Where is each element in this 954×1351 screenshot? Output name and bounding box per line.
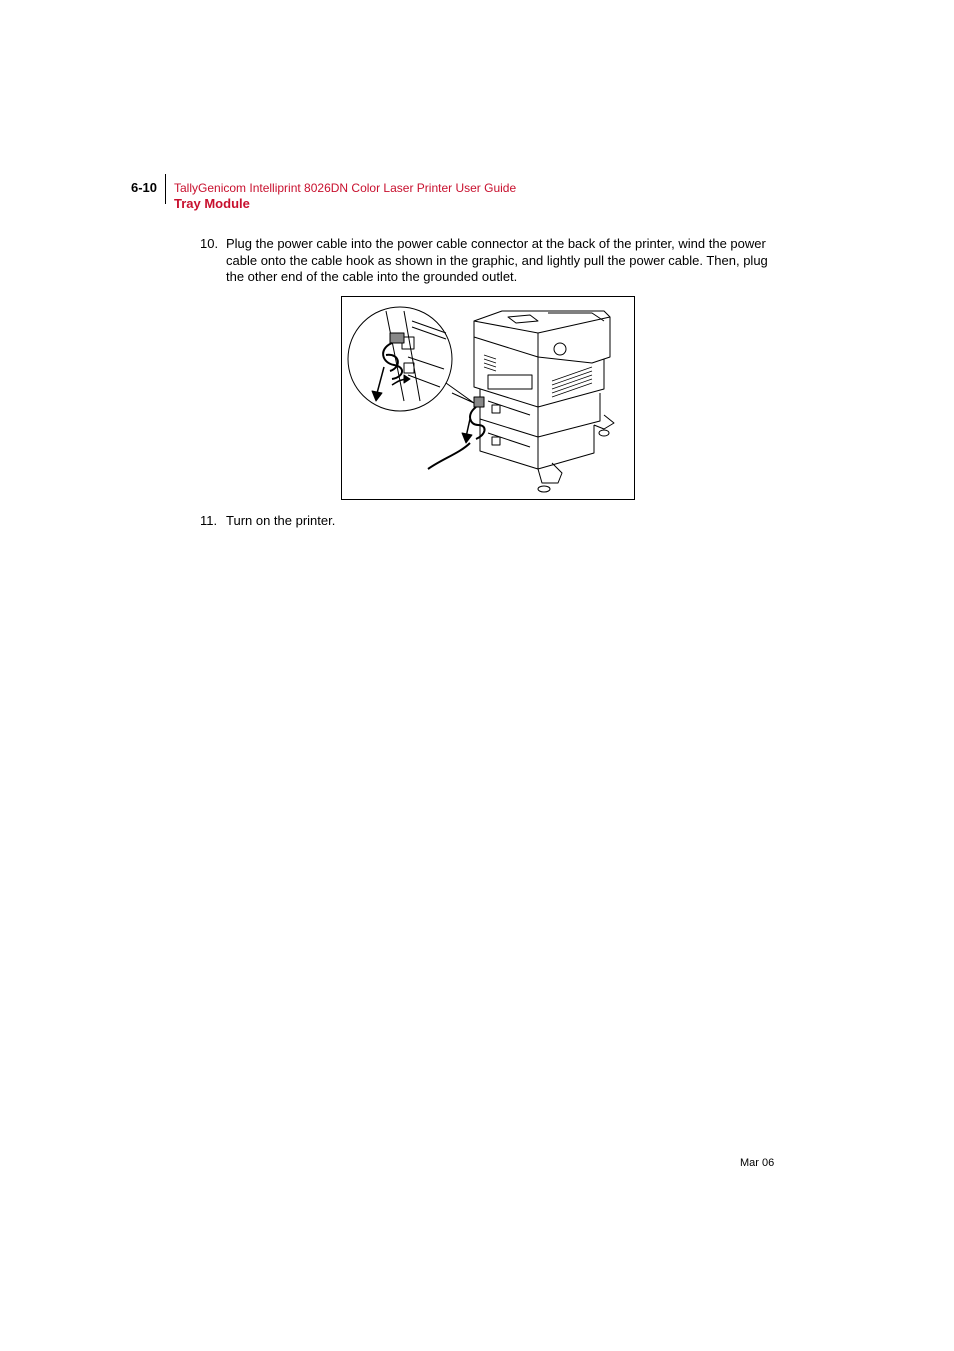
footer-date: Mar 06 [740, 1157, 775, 1169]
detail-magnifier [348, 307, 452, 411]
step-number: 10. [200, 236, 219, 251]
step-text: Plug the power cable into the power cable connector at the back of the printer, wind the power cable onto the cable hook as shown in the graphic, and lightly pull the power cable. Then, plug the other end of the cable into the grounded outlet. [226, 236, 768, 284]
document-title: TallyGenicom Intelliprint 8026DN Color Laser Printer User Guide [174, 181, 517, 195]
step-number: 11. [200, 513, 218, 528]
printer-cable-illustration [341, 296, 635, 500]
illustration-drawing [342, 297, 634, 499]
step-text: Turn on the printer. [226, 513, 336, 528]
section-title: Tray Module [174, 196, 250, 211]
page-number: 6-10 [131, 180, 158, 195]
header-divider [165, 174, 166, 204]
